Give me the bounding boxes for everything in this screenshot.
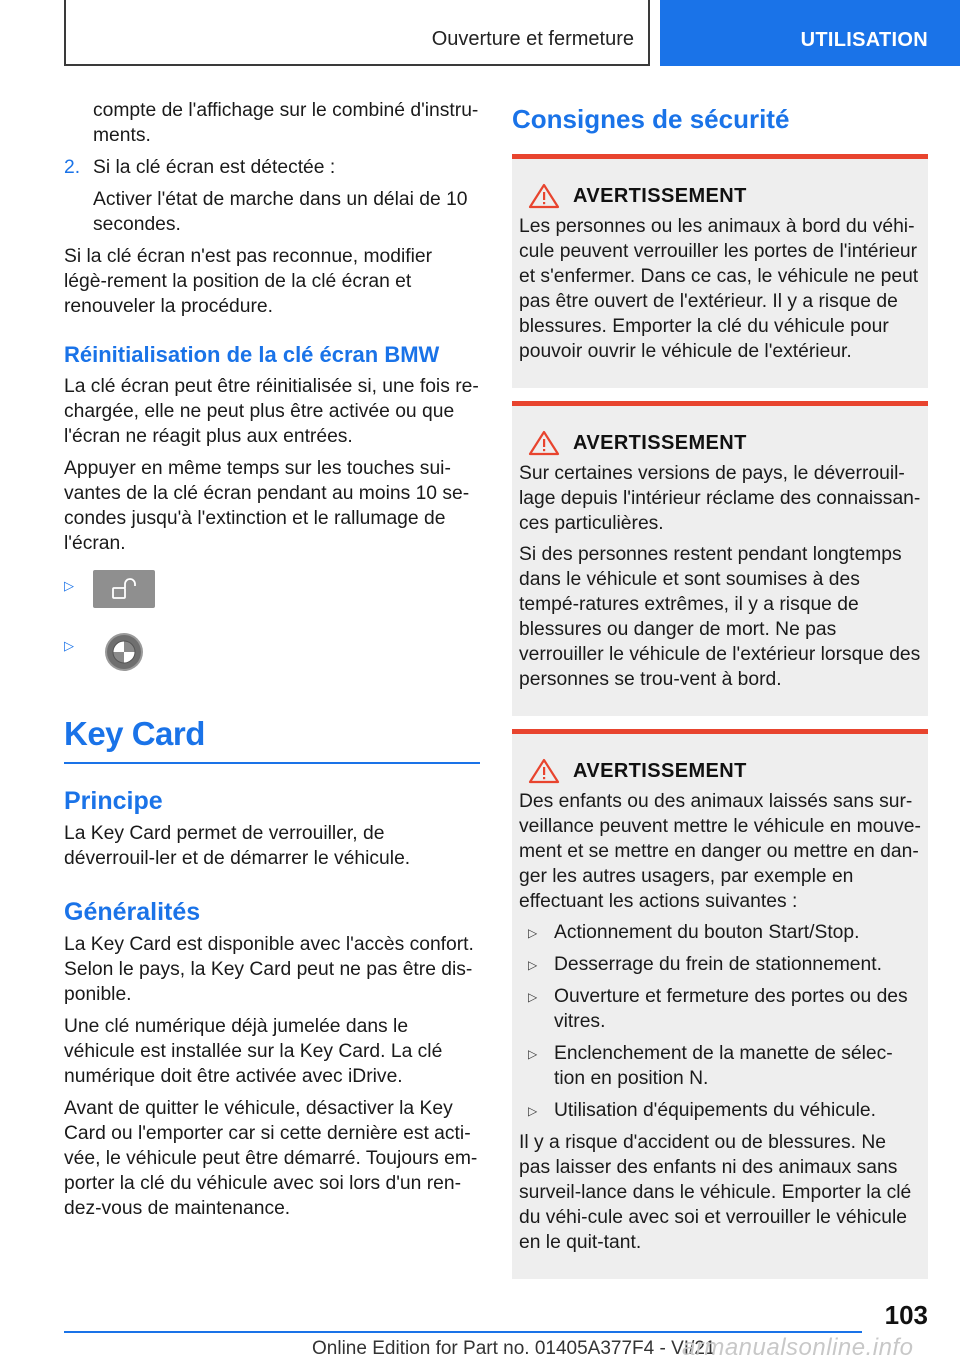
safety-heading: Consignes de sécurité xyxy=(512,104,790,134)
reset-paragraph-1: La clé écran peut être réinitialisée si, une fois re-chargée, elle ne peut plus être activée ou que l'écran ne réagit plus aux entrées. xyxy=(64,376,479,447)
bullet-marker: ▷ xyxy=(528,958,538,972)
key-card-heading: Key Card xyxy=(64,714,480,764)
warning-3-text-1: Des enfants ou des animaux laissés sans sur-veillance peuvent mettre le véhicule en mouve-ment et se mettre en danger ou mettre en dan-ger les autres usagers, par exemple en effectuant les actions suivantes : xyxy=(519,791,921,912)
warning-triangle-icon xyxy=(528,183,560,209)
step-number: 2. xyxy=(64,157,81,178)
warning-triangle-icon xyxy=(528,430,560,456)
warning-header xyxy=(519,758,921,784)
generalites-heading: Généralités xyxy=(64,898,201,926)
key-button-unlock xyxy=(64,570,480,616)
bullet-marker: ▷ xyxy=(64,578,74,593)
warning-box-2 xyxy=(512,401,928,716)
warning-3-text-2: Il y a risque d'accident ou de blessures. Ne pas laisser des enfants ni des animaux sans surveil-lance dans le véhicule. Emporter la clé du véhi-cule avec soi et verrouiller le véhicule en le quit-tant. xyxy=(519,1132,912,1253)
warning-label: AVERTISSEMENT xyxy=(573,184,747,207)
list-item: ▷ Enclenchement de la manette de sélec-tion en position N. xyxy=(528,1043,893,1089)
list-item: ▷ Utilisation d'équipements du véhicule. xyxy=(519,1098,921,1123)
bmw-logo-icon xyxy=(93,630,155,674)
list-item: ▷ Desserrage du frein de stationnement. xyxy=(519,952,921,977)
warning-2-text-1: Sur certaines versions de pays, le déverrouil-lage depuis l'intérieur réclame des connaissan-ces particulières. xyxy=(519,463,921,534)
bullet-marker: ▷ xyxy=(64,638,74,653)
step-2-text: Si la clé écran est détectée : xyxy=(93,157,336,178)
header-section-box xyxy=(64,0,650,66)
warning-header xyxy=(519,183,921,209)
step-2-action: Activer l'état de marche dans un délai de 10 secondes. xyxy=(93,189,468,235)
bullet-marker: ▷ xyxy=(528,926,538,940)
reset-paragraph-2: Appuyer en même temps sur les touches sui-vantes de la clé écran pendant au moins 10 se-condes jusqu'à l'extinction et le rallumage de l'écran. xyxy=(64,458,470,554)
warning-triangle-icon xyxy=(528,758,560,784)
warning-box-3 xyxy=(512,729,928,1279)
principe-heading: Principe xyxy=(64,787,163,815)
list-item: ▷ Ouverture et fermeture des portes ou des vitres. xyxy=(528,986,908,1032)
page-number: 103 xyxy=(884,1300,928,1330)
bullet-marker: ▷ xyxy=(528,1104,538,1118)
principe-paragraph: La Key Card permet de verrouiller, de déverrouil-ler et de démarrer le véhicule. xyxy=(64,823,411,869)
step-2 xyxy=(64,155,480,237)
list-item: ▷ Actionnement du bouton Start/Stop. xyxy=(519,920,921,945)
warning-box-1 xyxy=(512,154,928,388)
right-column xyxy=(512,98,928,1292)
bullet-marker: ▷ xyxy=(528,1047,538,1061)
generalites-paragraph-1: La Key Card est disponible avec l'accès confort. Selon le pays, la Key Card peut ne pas être dis-ponible. xyxy=(64,934,474,1005)
left-column xyxy=(64,98,480,1228)
continued-paragraph: compte de l'affichage sur le combiné d'instru-ments. xyxy=(93,100,479,146)
bullet-marker: ▷ xyxy=(528,990,538,1004)
footer-edition: Online Edition for Part no. 01405A377F4 - VI/21 xyxy=(312,1338,716,1359)
warning-3-list xyxy=(519,920,921,1123)
header-chapter-title: UTILISATION xyxy=(800,29,928,51)
warning-1-text: Les personnes ou les animaux à bord du véhi-cule peuvent verrouiller les portes de l'intérieur et s'enfermer. Dans ce cas, le véhicule ne peut pas être ouvert de l'extérieur. Il y a risque de blessures. Emporter la clé du véhicule pour pouvoir ouvrir le véhicule de l'extérieur. xyxy=(519,216,919,362)
reset-heading: Réinitialisation de la clé écran BMW xyxy=(64,342,440,367)
header-section-title: Ouverture et fermeture xyxy=(431,28,634,50)
unlock-icon xyxy=(93,570,155,608)
header-chapter-tab[interactable] xyxy=(660,0,960,66)
warning-2-text-2: Si des personnes restent pendant longtemps dans le véhicule et sont soumises à des tempé-ratures extrêmes, il y a risque de blessures ou danger de mort. Ne pas verrouiller le véhicule de l'extérieur lorsque des personnes se trou-vent à bord. xyxy=(519,544,921,690)
warning-label: AVERTISSEMENT xyxy=(573,759,747,782)
footer-divider xyxy=(64,1331,862,1333)
generalites-paragraph-3: Avant de quitter le véhicule, désactiver la Key Card ou l'emporter car si cette dernière est acti-vée, le véhicule peut être démarré. Toujours em-porter la clé du véhicule avec soi lors d'un ren-dez-vous de maintenance. xyxy=(64,1098,478,1219)
warning-label: AVERTISSEMENT xyxy=(573,431,747,454)
generalites-paragraph-2: Une clé numérique déjà jumelée dans le véhicule est installée sur la Key Card. La clé numérique doit être activée avec iDrive. xyxy=(64,1016,443,1087)
warning-header xyxy=(519,430,921,456)
key-button-bmw xyxy=(64,630,480,676)
watermark: armanualsonline.info xyxy=(682,1334,914,1361)
not-recognized-paragraph: Si la clé écran n'est pas reconnue, modifier légè-rement la position de la clé écran et renouveler la procédure. xyxy=(64,246,433,317)
